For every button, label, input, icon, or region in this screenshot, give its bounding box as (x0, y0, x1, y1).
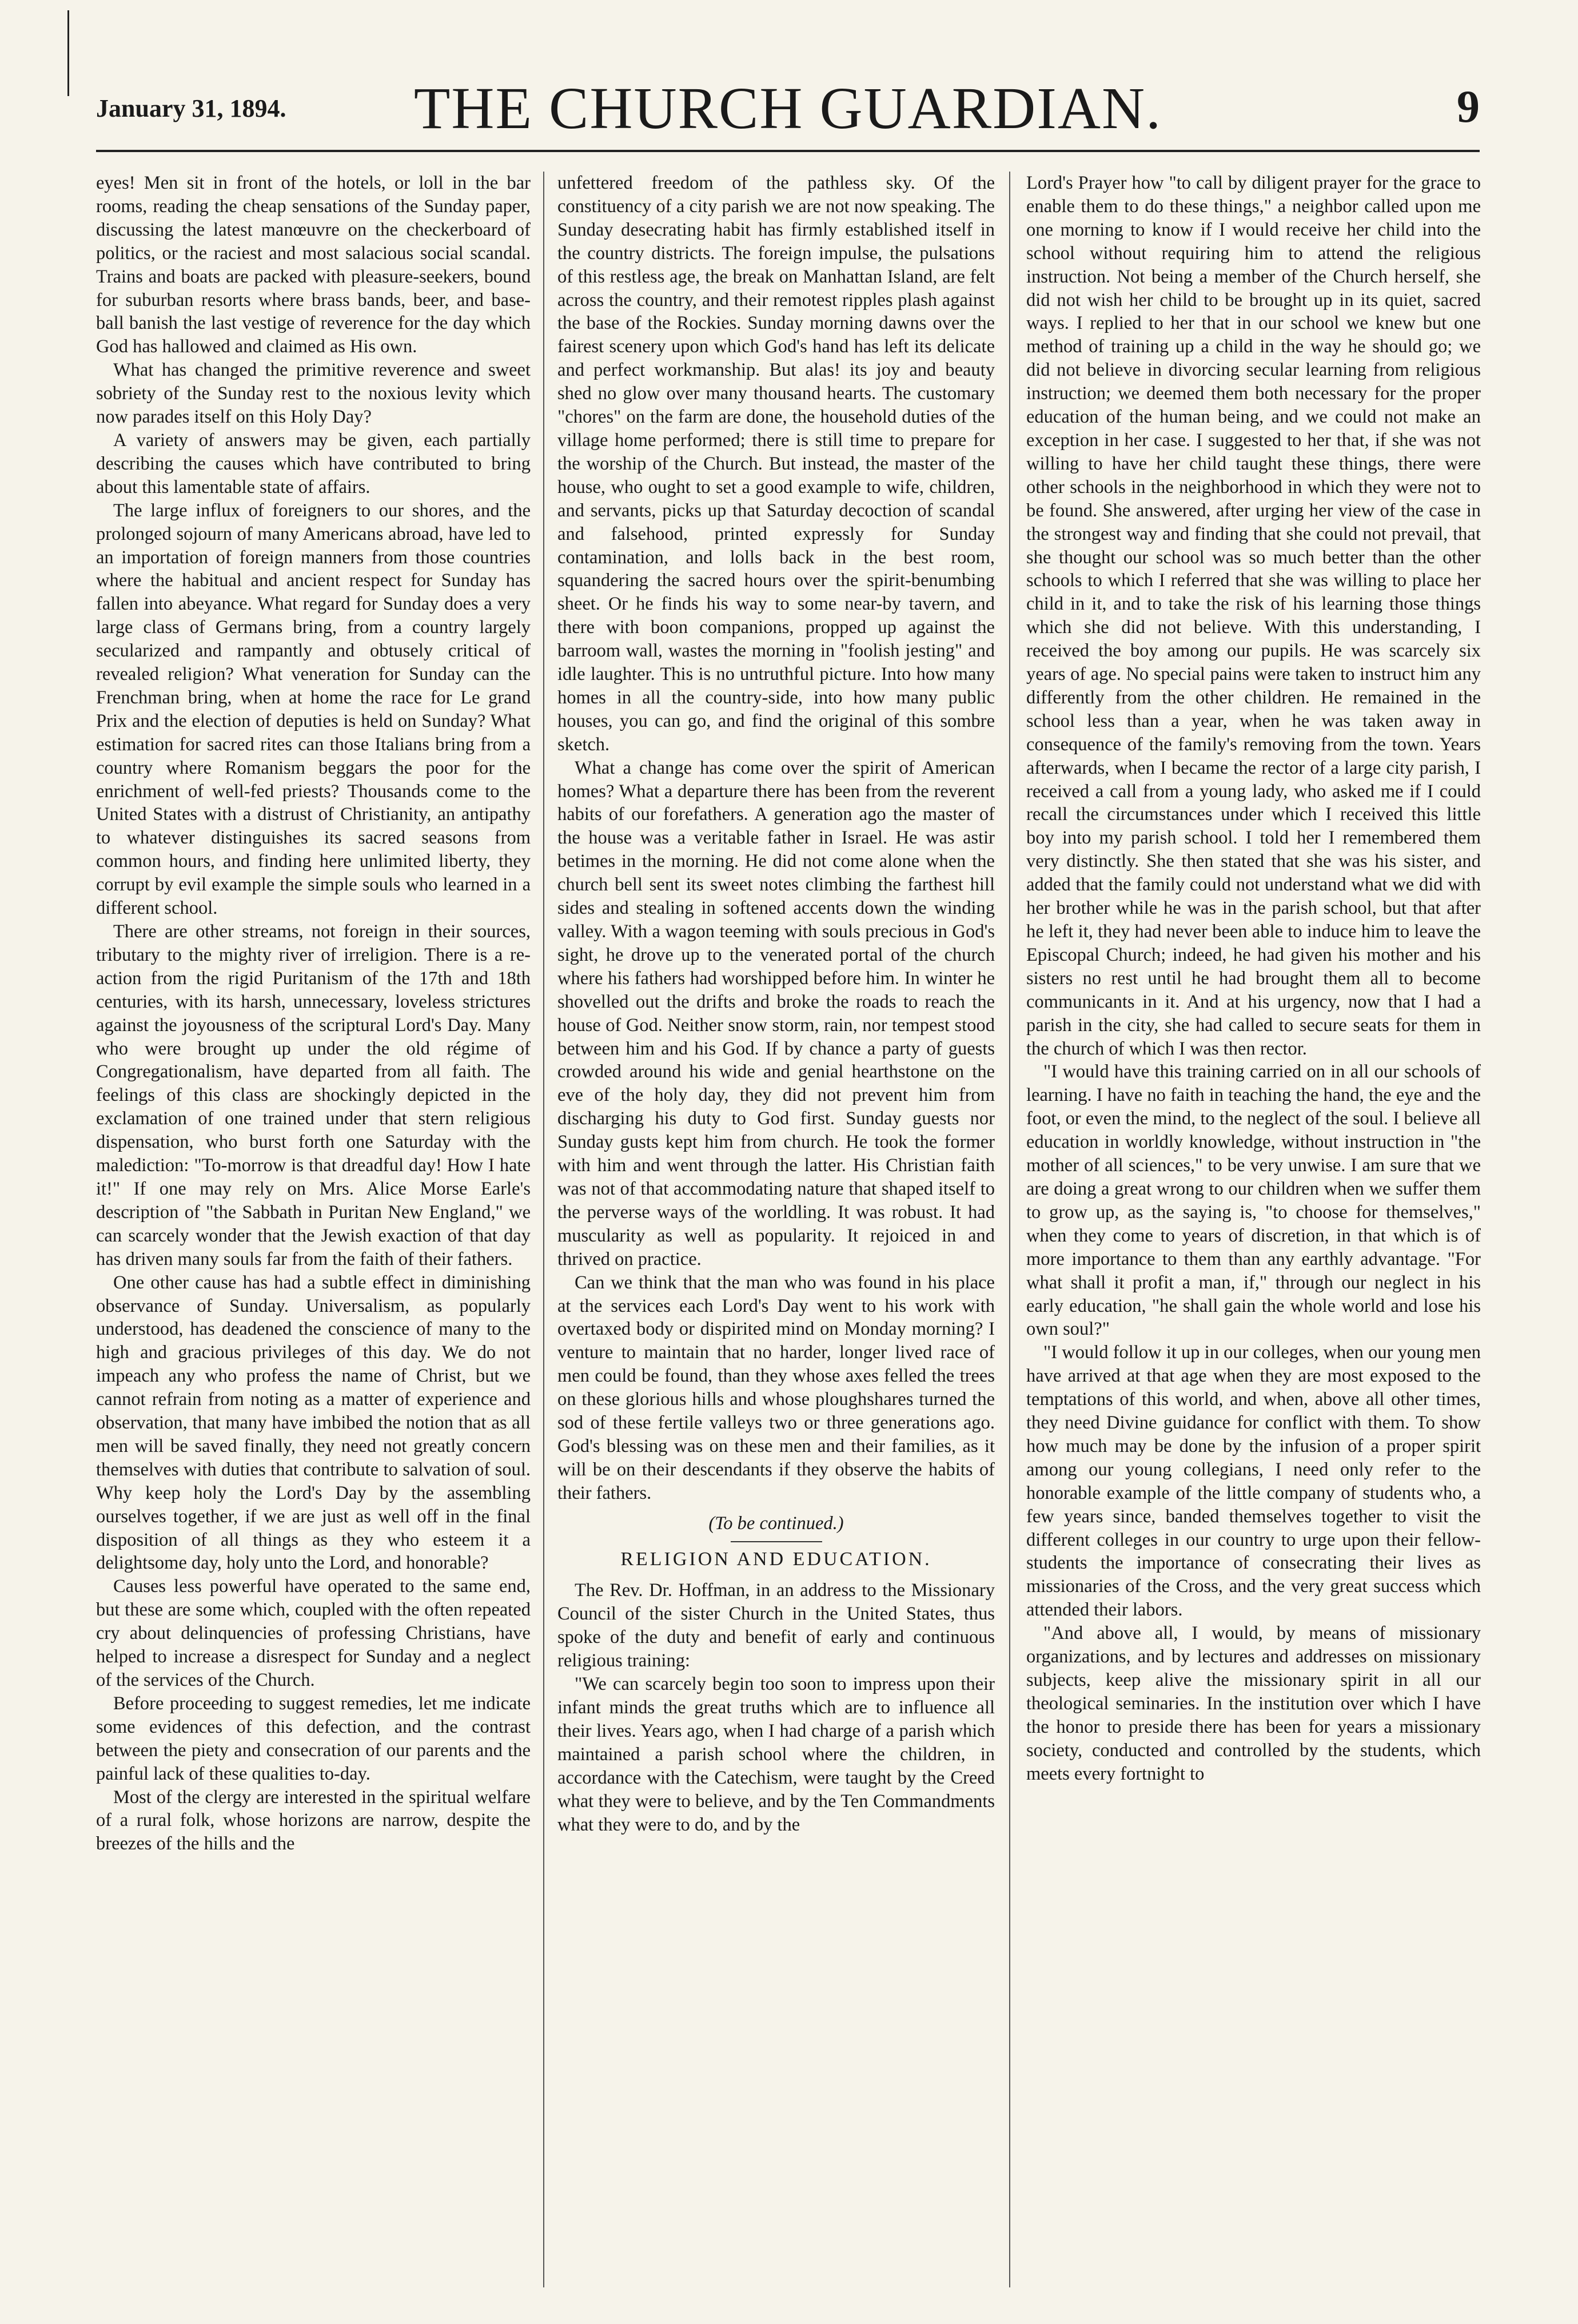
issue-date: January 31, 1894. (96, 94, 286, 122)
paragraph: eyes! Men sit in front of the hotels, or loll in the bar rooms, reading the cheap sensations of the Sunday paper, discussing the latest manœuvre on the checkerboard of politics, or the raciest and most salacious social scandal. Trains and boats are packed with pleasure-seekers, bound for suburban resorts where brass bands, beer, and base-ball banish the last vestige of reverence for the day which God has hallowed and claimed as His own. (96, 173, 531, 357)
paragraph: The Rev. Dr. Hoffman, in an address to the Missionary Council of the sister Church in the United States, thus spoke of the duty and benefit of early and continuous religious training: (557, 1580, 995, 1672)
paragraph: "I would follow it up in our colleges, when our young men have arrived at that age when they are most exposed to the temptations of this world, and when, above all other times, they need Divine guidance for conflict with them. To show how much may be done by the infusion of a proper spirit among our young collegians, I need only refer to the honorable example of the little company of students who, a few years since, banded themselves together to visit the different colleges in our country to urge upon their fellow-students the importance of consecrating their lives as missionaries of the Cross, and the very great success which attended their labors. (1026, 1342, 1481, 1621)
newspaper-title: THE CHURCH GUARDIAN. (413, 75, 1162, 141)
column-3 (1026, 172, 1481, 2287)
masthead (96, 63, 1480, 149)
continued-note: (To be continued.) (708, 1513, 844, 1534)
column-1 (96, 172, 531, 2287)
section-divider (731, 1541, 822, 1542)
article-heading: RELIGION AND EDUCATION. (620, 1548, 932, 1570)
paragraph: What a change has come over the spirit of American homes? What a departure there has been from the reverent habits of our forefathers. A generation ago the master of the house was a veritable father in Israel. He was astir betimes in the morning. He did not come alone when the church bell sent its sweet notes climbing the farthest hill sides and stealing in softened accents down the winding valley. With a wagon teeming with souls precious in God's sight, he drove up to the venerated portal of the church where his fathers had worshipped before him. In winter he shovelled out the drifts and broke the roads to reach the house of God. Neither snow storm, rain, nor tempest stood between him and his God. If by chance a party of guests crowded around his wide and genial hearthstone on the eve of the holy day, they did not prevent him from discharging his duty to God first. Sunday guests nor Sunday gusts kept him from church. He took the former with him and went through the latter. His Christian faith was not of that accommodating nature that shaped itself to the perverse ways of the worldling. It was robust. It had muscularity as well as popularity. It rejoiced in and thrived on practice. (557, 757, 995, 1270)
paragraph: What has changed the primitive reverence and sweet sobriety of the Sunday rest to the noxious levity which now parades itself on this Holy Day? (96, 360, 531, 428)
header-rule (96, 150, 1480, 152)
paragraph: Before proceeding to suggest remedies, let me indicate some evidences of this defection, and the contrast between the piety and consecration of our parents and the painful lack of these qualities to-day. (96, 1693, 531, 1784)
page-number: 9 (1457, 82, 1480, 132)
paragraph: "I would have this training carried on in all our schools of learning. I have no faith in teaching the hand, the eye and the foot, or even the mind, to the neglect of the soul. I believe all education in worldly knowledge, without instruction in "the mother of all sciences," to be very unwise. I am sure that we are doing a great wrong to our children when we suffer them to grow up, as the saying is, "to choose for themselves," when they come to years of discretion, in that which is of more importance to them than any earthly advantage. "For what shall it profit a man, if," through our neglect in his early education, "he shall gain the whole world and lose his own soul?" (1026, 1061, 1481, 1340)
paragraph: Most of the clergy are interested in the spiritual welfare of a rural folk, whose horizons are narrow, despite the breezes of the hills and the (96, 1786, 531, 1855)
paragraph: "We can scarcely begin too soon to impress upon their infant minds the great truths which are to influence all their lives. Years ago, when I had charge of a parish which maintained a parish school where the children, in accordance with the Catechism, were taught by the Creed what they were to believe, and by the Ten Commandments what they were to do, and by the (557, 1674, 995, 1835)
paragraph: There are other streams, not foreign in their sources, tributary to the mighty river of irreligion. There is a re-action from the rigid Puritanism of the 17th and 18th centuries, with its harsh, unnecessary, loveless strictures against the joyousness of the scriptural Lord's Day. Many who were brought up under the old régime of Congregationalism, have departed from all faith. The feelings of this class are shockingly depicted in the exclamation of one trained under that stern religious dispensation, who burst forth one Saturday with the malediction: "To-morrow is that dreadful day! How I hate it!" If one may rely on Mrs. Alice Morse Earle's description of "the Sabbath in Puritan New England," we can scarcely wonder that the Jewish exaction of that day has driven many souls far from the faith of their fathers. (96, 921, 531, 1270)
margin-rule (67, 10, 69, 96)
paragraph: The large influx of foreigners to our shores, and the prolonged sojourn of many Americans abroad, have led to an importation of foreign manners from those countries where the habitual and ancient respect for Sunday has fallen into abeyance. What regard for Sunday does a very large class of Germans bring, from a country largely secularized and rampantly and obtusely critical of revealed religion? What veneration for Sunday can the Frenchman bring, when at home the race for Le grand Prix and the election of deputies is held on Sunday? What estimation for sacred rites can those Italians bring from a country where Romanism beggars the poor for the enrichment of well-fed priests? Thousands come to the United States with a distrust of Christianity, an antipathy to whatever distinguishes its sacred seasons from common hours, and finding here unlimited liberty, they corrupt by evil example the simple souls who learned in a different school. (96, 500, 531, 919)
paragraph: Causes less powerful have operated to the same end, but these are some which, coupled with the often repeated cry about delinquencies of professing Christians, have helped to increase a disrespect for Sunday and a neglect of the services of the Church. (96, 1576, 531, 1690)
column-rule-2 (1009, 172, 1010, 2287)
paragraph: Can we think that the man who was found in his place at the services each Lord's Day went to his work with overtaxed body or dispirited mind on Monday morning? I venture to maintain that no harder, longer lived race of men could be found, than they whose axes felled the trees on these glorious hills and whose ploughshares turned the sod of these fertile valleys two or three generations ago. God's blessing was on these men and their families, as it will be on their descendants if they observe the habits of their fathers. (557, 1272, 995, 1503)
paragraph: Lord's Prayer how "to call by diligent prayer for the grace to enable them to do these things," a neighbor called upon me one morning to know if I would receive her child into the school without requiring him to attend the religious instruction. Not being a member of the Church herself, she did not wish her child to be brought up in its quiet, sacred ways. I replied to her that in our school we knew but one method of training up a child in the way he should go; we did not believe in divorcing secular learning from religious instruction; we deemed them both necessary for the proper education of the human being, and we could not make an exception in her case. I suggested to her that, if she was not willing to have her child taught these things, there were other schools in the neighborhood in which they were not to be found. She answered, after urging her view of the case in the strongest way and finding that she could not prevail, that she thought our school was so much better than the other schools to which I referred that she was willing to place her child in it, and to take the risk of his learning those things which she did not believe. With this understanding, I received the boy among our pupils. He was scarcely six years of age. No special pains were taken to instruct him any differently from the other children. He remained in the school less than a year, when he was taken away in consequence of the family's removing from the town. Years afterwards, when I became the rector of a large city parish, I received a call from a young lady, who asked me if I could recall the circumstances under which I received this little boy into my parish school. I told her I remembered them very distinctly. She then stated that she was his sister, and added that the family could not understand what we did with her brother while he was in the parish school, but that after he left it, they had never been able to induce him to leave the Episcopal Church; indeed, he had given his mother and his sisters no rest until he had brought them all to become communicants in it. And at his urgency, now that I had a parish in the city, she had called to secure seats for them in the church of which I was then rector. (1026, 173, 1481, 1059)
paragraph: One other cause has had a subtle effect in diminishing observance of Sunday. Universalism, as popularly understood, has deadened the conscience of many to the high and gracious privileges of this day. We do not impeach any who profess the name of Christ, but we cannot refrain from noting as a matter of experience and observation, that many have imbibed the notion that as all men will be saved finally, they need not greatly concern themselves with duties that contribute to salvation of soul. Why keep holy the Lord's Day by the assembling ourselves together, if we are just as well off in the final disposition of all things as they who esteem it a delightsome day, holy unto the Lord, and honorable? (96, 1272, 531, 1574)
paragraph: A variety of answers may be given, each partially describing the causes which have contributed to bring about this lamentable state of affairs. (96, 429, 531, 498)
column-rule-1 (543, 172, 544, 2287)
paragraph: "And above all, I would, by means of missionary organizations, and by lectures and addresses on missionary subjects, keep alive the missionary spirit in all our theological seminaries. In the institution over which I have the honor to preside there has been for years a missionary society, conducted and controlled by the students, which meets every fortnight to (1026, 1623, 1481, 1784)
paragraph: unfettered freedom of the pathless sky. Of the constituency of a city parish we are not now speaking. The Sunday desecrating habit has firmly established itself in the country districts. The foreign impulse, the pulsations of this restless age, the break on Manhattan Island, are felt across the country, and their remotest ripples plash against the base of the Rockies. Sunday morning dawns over the fairest scenery upon which God's hand has left its delicate and perfect workmanship. But alas! its joy and beauty shed no glow over many thousand hearts. The customary "chores" on the farm are done, the household duties of the village home performed; there is still time to prepare for the worship of the Church. But instead, the master of the house, who ought to set a good example to wife, children, and servants, picks up that Saturday decoction of scandal and falsehood, printed expressly for Sunday contamination, and lolls back in the best room, squandering the sacred hours over the spirit-benumbing sheet. Or he finds his way to some near-by tavern, and there with boon companions, propped up against the barroom wall, wastes the morning in "foolish jesting" and idle laughter. This is no untruthful picture. Into how many homes in all the country-side, into how many public houses, you can go, and find the original of this sombre sketch. (557, 173, 995, 755)
column-2 (557, 172, 995, 2287)
